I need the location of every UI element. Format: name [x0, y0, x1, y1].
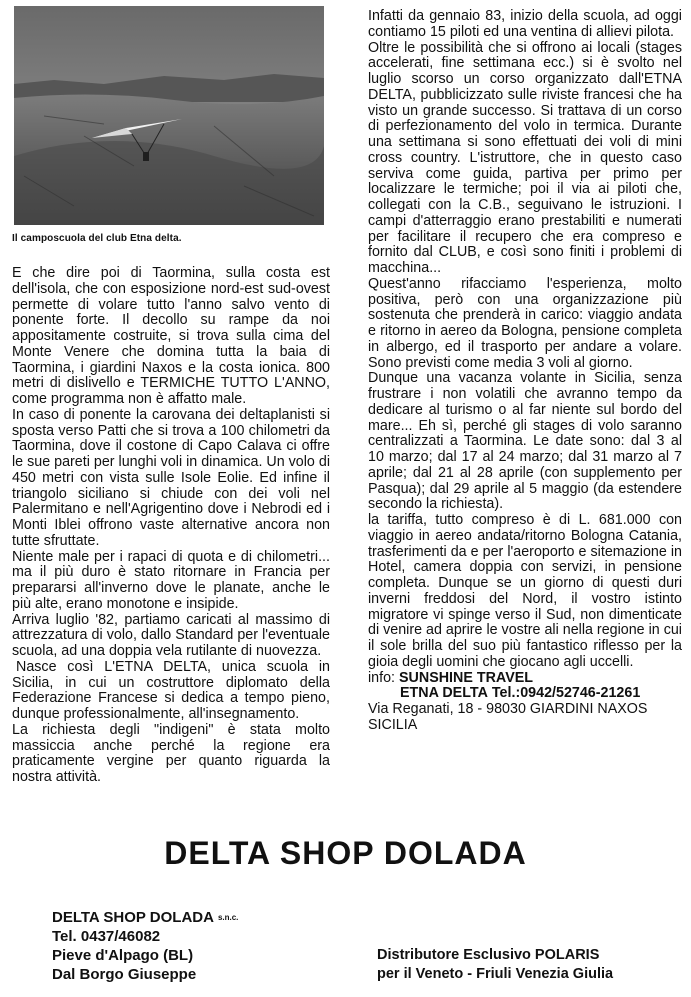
- club-address: Via Reganati, 18 - 98030 GIARDINI NAXOS SICILIA: [368, 701, 648, 733]
- club-name: ETNA DELTA: [400, 685, 488, 702]
- shop-details: [52, 908, 238, 984]
- photo-caption: Il camposcuola del club Etna delta.: [12, 233, 182, 244]
- phone-label: Tel.:: [491, 685, 521, 702]
- campsite-photo: [14, 6, 324, 225]
- paragraph: la tariffa, tutto compreso è di L. 681.000 con viaggio in aereo andata/ritorno Bologna Catania, trasferimenti da e per l'aeroporto e sitemazione in Hotel, camera doppia con servizi, in pensione completa. Dunque se un giorno di questi duri inverni freddosi del Nord, il vostro istinto migratore vi spinge verso il Sud, non dimenticate di venire ad aprire le vostre ali nella regione in cui il sole brilla del suo più fantastico riflesso per la gioia degli uomini che giocano agli uccelli.: [368, 512, 682, 670]
- article-left-column: [12, 266, 330, 786]
- shop-phone: Tel. 0437/46082: [52, 928, 161, 945]
- info-label: info:: [368, 669, 396, 686]
- ad-headline: DELTA SHOP DOLADA: [164, 835, 527, 871]
- distributor-info: [377, 946, 613, 984]
- shop-company-name: DELTA SHOP DOLADA: [52, 909, 214, 926]
- paragraph: E che dire poi di Taormina, sulla costa est dell'isola, che con esposizione nord-est sud-ovest permette di volare tutto l'anno salvo vento di ponente forte. Il decollo su rampe da noi appositamente costruite, si trova sulla cima del Monte Venere che domina tutta la baia di Taormina, i giardini Naxos e la costa ionica. 800 metri di dislivello e TERMICHE TUTTO L'ANNO, come programma non è affatto male.: [12, 265, 330, 407]
- paragraph: Arriva luglio '82, partiamo caricati al massimo di attrezzatura di volo, dallo Standard per l'eventuale scuola, ad una doppia vela rutilante di nuovezza.: [12, 611, 330, 659]
- travel-agency-name: SUNSHINE TRAVEL: [399, 669, 533, 686]
- distributor-region: per il Veneto - Friuli Venezia Giulia: [377, 966, 614, 982]
- paragraph: La richiesta degli "indigeni" è stata molto massiccia anche perché la regione era praticamente vergine per quanto riguarda la nostra attività.: [12, 721, 330, 785]
- club-phone: 0942/52746-21261: [520, 685, 641, 702]
- paragraph: Quest'anno rifacciamo l'esperienza, molto positiva, però con una organizzazione più sostenuta che prenderà in carico: viaggio andata e ritorno in aereo da Bologna, pensione completa in albergo, ed il trasporto per andare a volare. Sono previsti come media 3 voli al giorno.: [368, 275, 682, 371]
- paragraph: Infatti da gennaio 83, inizio della scuola, ad oggi contiamo 15 piloti ed una ventina di allievi pilota.: [368, 8, 682, 40]
- company-suffix: s.n.c.: [217, 913, 239, 922]
- shop-owner: Dal Borgo Giuseppe: [52, 966, 197, 983]
- contact-info: [368, 671, 682, 734]
- paragraph: Oltre le possibilità che si offrono ai locali (stages accelerati, fine settimana ecc.) si è svolto nel luglio scorso un corso organizzato dall'ETNA DELTA, pubblicizzato sulle riviste francesi che ha visto un grande successo. Si trattava di un corso di perfezionamento del volo in termica. Durante una settimana si sono effettuati dei voli di mini cross country. L'istruttore, che in questo caso serviva come guida, partiva per primo per localizzare le termiche; poi il via ai piloti che, collegati con la C.B., seguivano le istruzioni. I campi d'atterraggio erano prestabiliti e numerati per facilitare il recupero che era compreso e fornito dal CLUB, e così sono finiti i problemi di macchina...: [368, 39, 682, 276]
- shop-town: Pieve d'Alpago (BL): [52, 947, 194, 964]
- distributor-line: Distributore Esclusivo POLARIS: [377, 947, 600, 963]
- article-right-column: [368, 9, 682, 734]
- paragraph: Dunque una vacanza volante in Sicilia, senza frustrare i non volatili che avranno tempo da dedicare al turismo o al far niente sul bordo del mare... Eh sì, perché gli stages di volo saranno centralizzati a Taormina. Le date sono: dal 3 al 10 marzo; dal 17 al 24 marzo; dal 31 marzo al 7 aprile; dal 21 al 28 aprile (con supplemento per Pasqua); dal 29 aprile al 5 maggio (da estendere secondo la richiesta).: [368, 370, 682, 513]
- paragraph: Nasce così L'ETNA DELTA, unica scuola in Sicilia, in cui un costruttore diplomato della Federazione Francese si dedica a tempo pieno, dunque professionalmente, all'insegnamento.: [12, 658, 330, 722]
- paragraph: Niente male per i rapaci di quota e di chilometri... ma il più duro è stato ritornare in Francia per prepararsi all'inverno dove le planate, anche le più alte, erano monotone e insipide.: [12, 548, 330, 612]
- paragraph: In caso di ponente la carovana dei deltaplanisti si sposta verso Patti che si trova a 100 chilometri da Taormina, dove il costone di Capo Calava ci offre le sue pareti per lunghi voli in dinamica. Un volo di 450 metri con vista sulle Isole Eolie. Ed infine il triangolo siciliano si chiude con dei voli nel Palermitano e nell'Agrigentino dove i Nebrodi ed i Monti Iblei offrono vaste alternative ancora non tutte sfruttate.: [12, 406, 330, 549]
